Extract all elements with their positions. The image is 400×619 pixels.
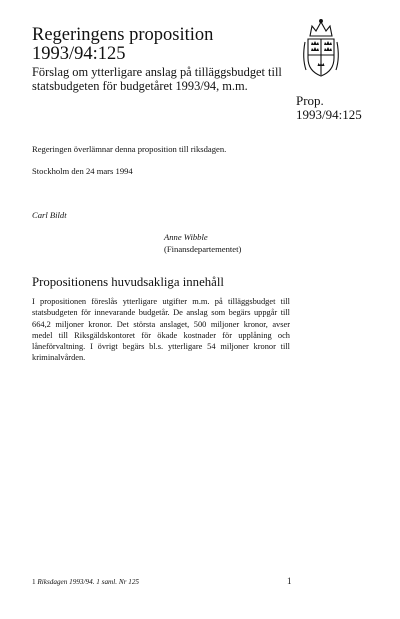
footnote-number: 1 [32, 578, 36, 586]
proposition-number [296, 94, 362, 122]
title-line-1: Regeringens proposition [32, 25, 214, 45]
footnote [32, 578, 139, 587]
signature-prime-minister: Carl Bildt [32, 210, 67, 220]
prop-number: 1993/94:125 [296, 107, 362, 122]
swedish-crest-icon [296, 18, 346, 80]
place-date: Stockholm den 24 mars 1994 [32, 166, 133, 176]
summary-heading: Propositionens huvudsakliga innehåll [32, 275, 224, 289]
submission-statement: Regeringen överlämnar denna proposition till riksdagen. [32, 144, 227, 154]
signature-department: (Finansdepartementet) [164, 244, 242, 254]
summary-text: I propositionen föreslås ytterligare utgifter m.m. på tilläggsbudget till statsbudgeten för innevarande budgetår. De anslag som begärs uppgår till 664,2 miljoner kronor. Det största anslaget, 500 miljoner kronor, avser medel till Riksgäldskontoret för ökade kostnader för upplåning och låneförvaltning. I övrigt begärs bl.s. ytterligare 54 miljoner kronor till kriminalvården. [32, 297, 290, 363]
page-number: 1 [287, 576, 292, 586]
document-subtitle: Förslag om ytterligare anslag på tilläggsbudget till statsbudgeten för budgetåret 1993/94, m.m. [32, 65, 282, 93]
title-line-2: 1993/94:125 [32, 44, 126, 64]
footnote-source: Riksdagen 1993/94. 1 saml. Nr 125 [37, 578, 140, 586]
prop-label: Prop. [296, 93, 324, 108]
signature-minister: Anne Wibble [164, 232, 208, 242]
document-title [32, 26, 213, 64]
